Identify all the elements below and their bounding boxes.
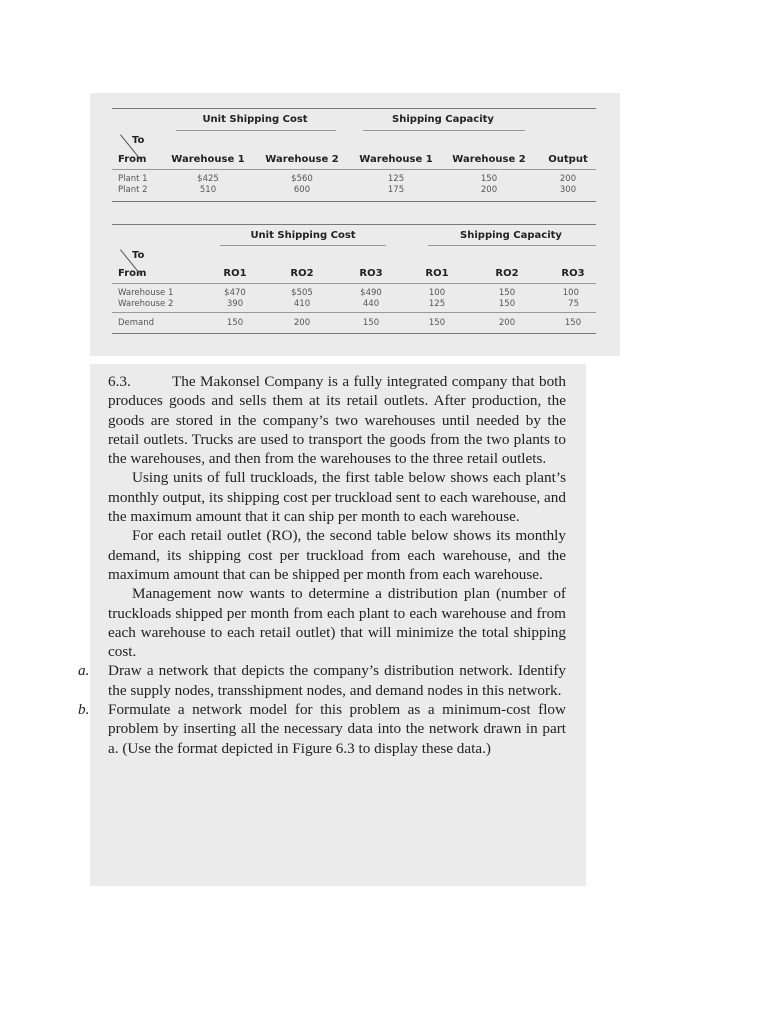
table1-bottom-rule: [112, 201, 596, 202]
table2-demand-cell: 150: [226, 318, 244, 328]
table2-cell: 150: [498, 299, 516, 309]
tables-panel: [90, 93, 620, 356]
table1-col-header: Output: [548, 154, 588, 165]
table2-cell: 100: [428, 288, 446, 298]
table1-row-label: Plant 1: [118, 174, 148, 184]
table2-cell: 150: [498, 288, 516, 298]
table2-from-label: From: [118, 268, 147, 279]
table1-group-capacity: Shipping Capacity: [392, 114, 494, 125]
table1-cell: $425: [197, 174, 219, 184]
problem-body: [78, 372, 566, 758]
table2-cell: $490: [360, 288, 382, 298]
table1-group-cost: Unit Shipping Cost: [202, 114, 308, 125]
table2-cell: 440: [362, 299, 380, 309]
table2-cost-underline: [220, 245, 386, 246]
table2-cell: 410: [293, 299, 311, 309]
table2-cell: 125: [428, 299, 446, 309]
table2-col-header: RO2: [495, 268, 519, 279]
table2-bottom-rule: [112, 333, 596, 334]
table1-cell: 125: [387, 174, 405, 184]
problem-paragraph-4: Management now wants to determine a distribution plan (number of truckloads shipped per month from each plant to each warehouse and from each warehouse to each retail outlet) that will minimize the total shipping cost.: [108, 585, 566, 661]
table1-col-header: Warehouse 2: [452, 154, 526, 165]
problem-item-label: a.: [78, 662, 90, 680]
problem-paragraph-2: Using units of full truckloads, the first table below shows each plant’s monthly output, its shipping cost per truckload sent to each warehouse, and the maximum amount that it can ship per month to each warehouse.: [108, 469, 566, 526]
problem-item-text: Formulate a network model for this problem as a minimum-cost flow problem by inserting all the necessary data into the network drawn in part a. (Use the format depicted in Figure 6.3 to display these data.): [108, 701, 566, 757]
table2-row-label: Warehouse 2: [118, 299, 174, 309]
problem-paragraph-3: For each retail outlet (RO), the second table below shows its monthly demand, its shipping cost per truckload from each warehouse, and the maximum amount that can be shipped per month from each warehouse.: [108, 527, 566, 583]
table2-demand-cell: 200: [293, 318, 311, 328]
table2-demand-cell: 150: [428, 318, 446, 328]
problem-item-b: [78, 700, 566, 758]
table2-demand-cell: 150: [362, 318, 380, 328]
table2-col-header: RO3: [359, 268, 383, 279]
problem-paragraph-1-text: The Makonsel Company is a fully integrated company that both produces goods and sells them at its retail outlets. After production, the goods are stored in the company’s two warehouses until needed by the retail outlets. Trucks are used to transport the goods from the two plants to the warehouses, and then from the warehouses to the three retail outlets.: [108, 373, 566, 468]
table1-row-label: Plant 2: [118, 185, 148, 195]
table1-cell: 200: [480, 185, 498, 195]
table2-capacity-underline: [428, 245, 596, 246]
table1-from-label: From: [118, 154, 147, 165]
table1-cell: $560: [291, 174, 313, 184]
table2-col-header: RO3: [561, 268, 585, 279]
problem-number: 6.3.: [108, 373, 131, 390]
table2-demand-cell: 200: [498, 318, 516, 328]
table2-col-header: RO1: [425, 268, 449, 279]
table2-demand-rule: [112, 312, 596, 313]
table2-cell: 75: [568, 299, 579, 309]
table2-group-cost: Unit Shipping Cost: [250, 230, 356, 241]
table2-to-label: To: [132, 250, 145, 261]
table1-cell: 600: [293, 185, 311, 195]
table1-top-rule: [112, 108, 596, 109]
table2-col-header: RO2: [290, 268, 314, 279]
table2-demand-label: Demand: [118, 318, 155, 328]
table1-cell: 300: [559, 185, 577, 195]
table1-cell: 200: [559, 174, 577, 184]
table1-cost-underline: [176, 130, 336, 131]
problem-item-text: Draw a network that depicts the company’s distribution network. Identify the supply nodes, transshipment nodes, and demand nodes in this network.: [108, 662, 566, 699]
problem-text-panel: [78, 364, 586, 886]
table2-row-label: Warehouse 1: [118, 288, 174, 298]
table1-col-header: Warehouse 2: [265, 154, 339, 165]
table2-demand-cell: 150: [564, 318, 582, 328]
table2-col-header: RO1: [223, 268, 247, 279]
table2-cell: 390: [226, 299, 244, 309]
table1-col-header: Warehouse 1: [171, 154, 245, 165]
table2-header-rule: [112, 283, 596, 284]
table2-cell: 100: [562, 288, 579, 298]
table2-top-rule: [112, 224, 596, 225]
table1-col-header: Warehouse 1: [359, 154, 433, 165]
table1-to-label: To: [132, 135, 145, 146]
table2-cell: $470: [224, 288, 246, 298]
table1-cell: 175: [387, 185, 405, 195]
table1-capacity-underline: [363, 130, 525, 131]
problem-item-a: [78, 661, 566, 700]
table2-group-capacity: Shipping Capacity: [460, 230, 562, 241]
table1-cell: 150: [480, 174, 498, 184]
problem-item-label: b.: [78, 701, 90, 719]
table2-cell: $505: [291, 288, 313, 298]
table1-cell: 510: [199, 185, 217, 195]
problem-paragraph-1: [108, 372, 566, 468]
table1-header-rule: [112, 169, 596, 170]
